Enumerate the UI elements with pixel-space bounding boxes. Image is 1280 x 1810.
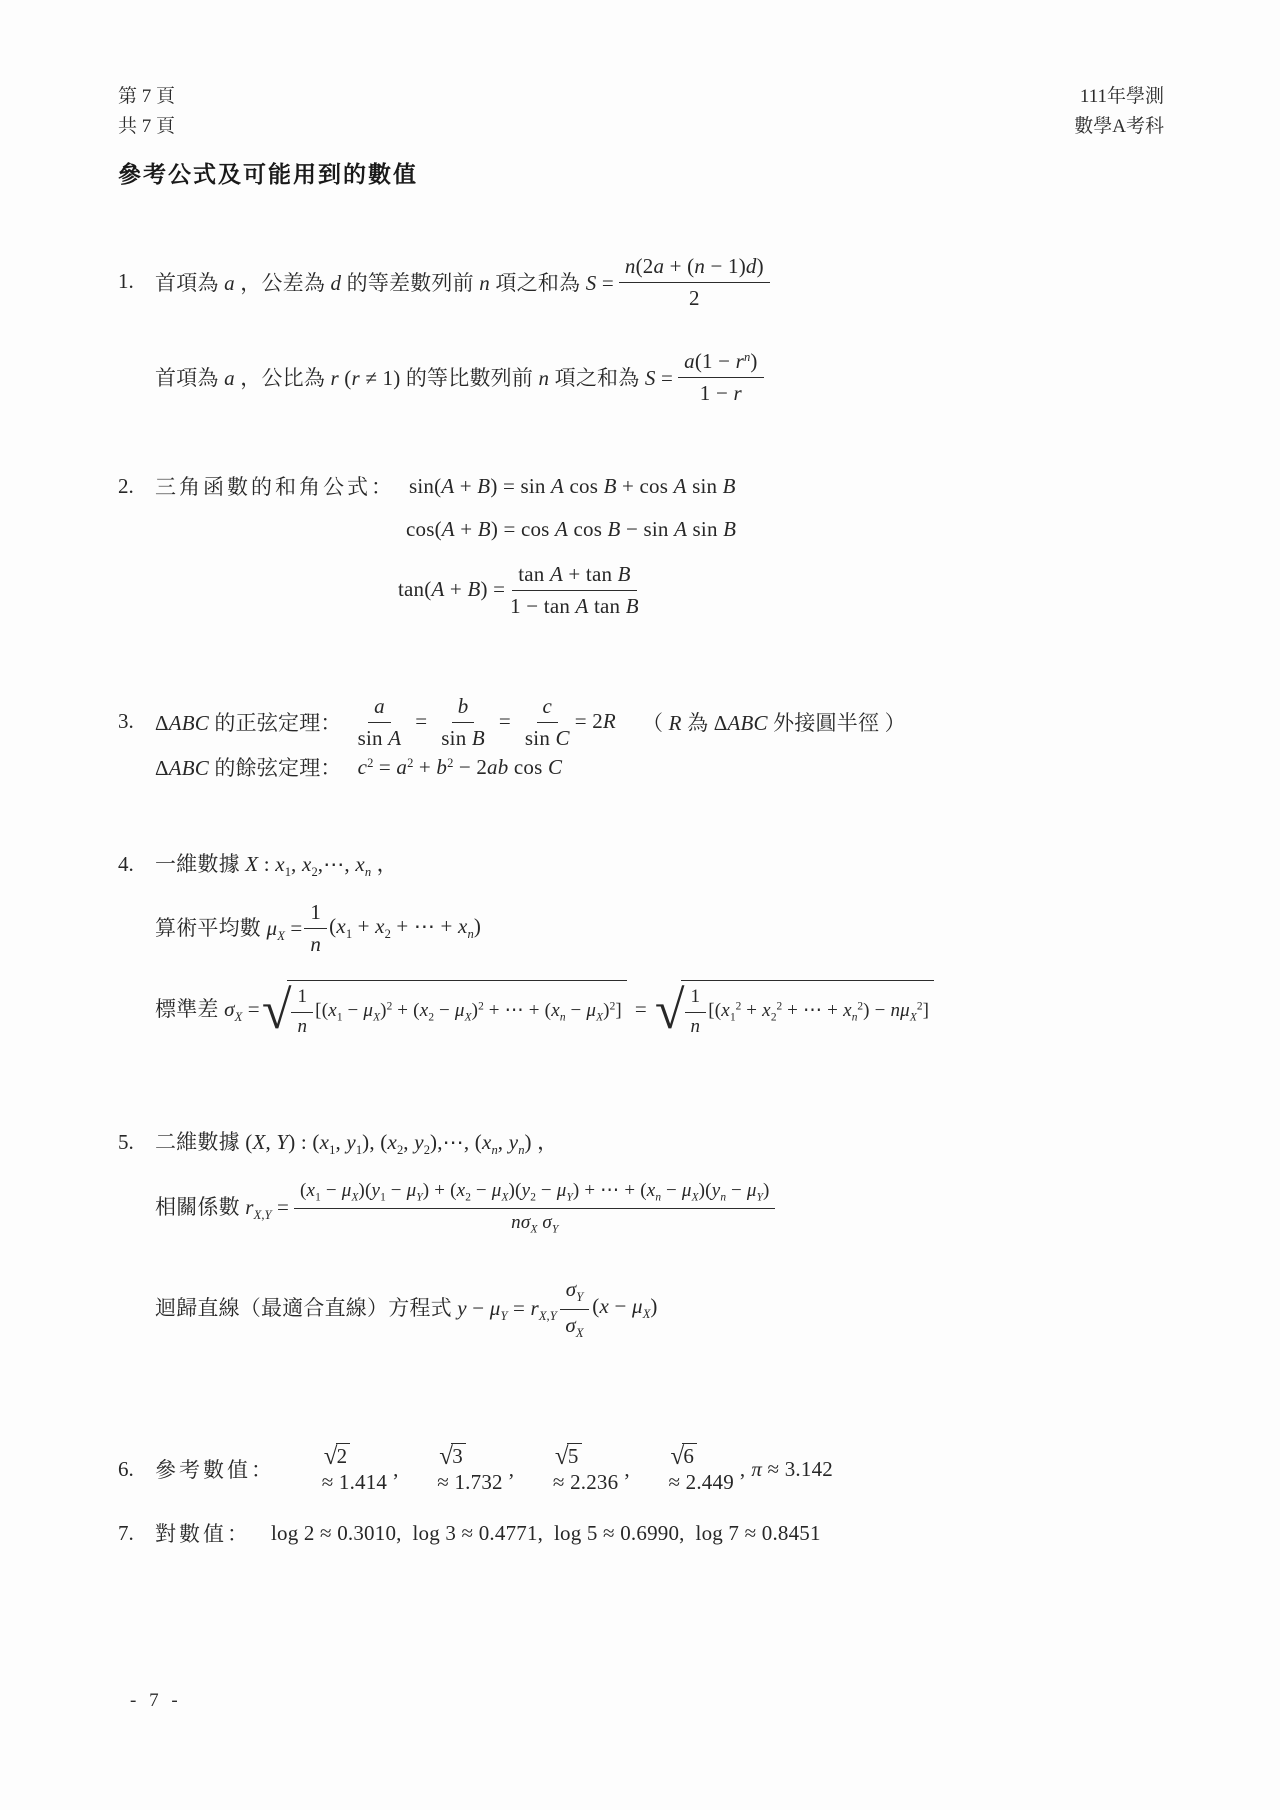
comma-separator: ,	[508, 1456, 515, 1481]
item6-reference-values	[118, 1418, 833, 1520]
correlation-label: 相關係數 $r_{X,Y}$ =	[155, 1195, 289, 1223]
sin-addition-formula: sin(A + B) = sin A cos B + cos A sin B	[409, 473, 736, 498]
cosine-law-label: ΔABC 的餘弦定理：	[155, 756, 342, 780]
radicand: 6	[682, 1443, 697, 1470]
fraction-denominator: sin A	[357, 726, 402, 751]
item5-correlation	[155, 1178, 780, 1237]
item4-one-dim-data	[118, 848, 398, 880]
tan-addition-lhs: tan(A + B) =	[398, 577, 506, 602]
regression-tail: $(x - \mu_X)$	[592, 1294, 658, 1322]
fraction-numerator: n(2a + (n − 1)d)	[619, 252, 770, 283]
section-title: 參考公式及可能用到的數值	[118, 162, 418, 187]
item5-two-dim-data	[118, 1126, 558, 1158]
cosine-law-formula: $c^2 = a^2 + b^2 - 2ab$ cos C	[357, 754, 563, 779]
radicand: 5	[567, 1443, 582, 1470]
sqrt3-group	[405, 1418, 503, 1520]
fraction-denominator: n	[297, 1015, 308, 1037]
fraction-denominator: $\sigma_X$	[565, 1312, 584, 1340]
equals-sign: =	[634, 996, 647, 1021]
correlation-fraction	[294, 1178, 775, 1237]
item1-geometric-series	[155, 347, 769, 407]
equals-sign: =	[415, 709, 428, 734]
arithmetic-sum-fraction	[619, 252, 770, 312]
radical-sign: √	[261, 980, 292, 1041]
cos-addition-formula: cos(A + B) = cos A cos B − sin A sin B	[406, 517, 737, 541]
item7-log-values	[118, 1518, 821, 1548]
item5-number: 5.	[118, 1129, 134, 1154]
sd-label: 標準差 $\sigma_X$ =	[155, 997, 260, 1025]
fraction-numerator: 1	[685, 984, 707, 1013]
radicand: 2	[336, 1443, 351, 1470]
sqrt6-value: ≈ 2.449	[668, 1470, 734, 1494]
item4-number: 4.	[118, 851, 134, 876]
sigma-ratio-fraction	[560, 1275, 590, 1342]
item2-number: 2.	[118, 473, 134, 498]
log-values-formula: log 2 ≈ 0.3010, log 3 ≈ 0.4771, log 5 ≈ 0.6990, log 7 ≈ 0.8451	[271, 1520, 821, 1545]
item5-regression-line	[155, 1275, 658, 1342]
comma-separator: ,	[393, 1456, 399, 1481]
item1-line1-text: 首項為 a ，公差為 d 的等差數列前 n 項之和為 S =	[155, 270, 614, 295]
sd-radical-2	[655, 980, 934, 1039]
sine-law-fraction-b	[441, 692, 485, 752]
item2-label: 三角函數的和角公式：	[155, 475, 395, 499]
sd-squares-sum: [($x_1^2 + x_2^2$ + ⋯ + $x_n^2) - n\mu_X^2$]	[708, 999, 930, 1024]
one-over-n-fraction	[291, 984, 313, 1039]
radical-sign: √	[654, 980, 685, 1041]
radical-sign: √	[670, 1443, 685, 1470]
item6-label: 參考數值：	[155, 1458, 275, 1482]
exam-year: 111年學測	[1079, 86, 1164, 107]
comma-separator: ,	[624, 1456, 630, 1481]
fraction-numerator: a	[368, 692, 391, 723]
fraction-denominator: sin B	[441, 726, 485, 751]
one-over-n-fraction	[304, 898, 327, 958]
mean-label: 算術平均數 $\mu_X$ =	[155, 915, 303, 943]
fraction-numerator: $(x_1 - \mu_X)(y_1 - \mu_Y) + (x_2 - \mu_X)(y_2 - \mu_Y)$ + ⋯ + $(x_n - \mu_X)(y_n - \mu_Y)$	[294, 1178, 775, 1209]
item1-arithmetic-series	[118, 252, 775, 312]
item7-label: 對數值：	[155, 1522, 251, 1546]
comma-separator: ,	[739, 1456, 746, 1481]
footer-page-number: - 7 -	[130, 1690, 182, 1711]
fraction-numerator: b	[452, 692, 475, 723]
sine-law-label: ΔABC 的正弦定理：	[155, 710, 342, 735]
item2-tan-addition	[398, 560, 644, 620]
radical-sign: √	[439, 1443, 454, 1470]
item2-sin-addition	[118, 471, 736, 501]
fraction-denominator: n	[310, 932, 322, 957]
item6-number: 6.	[118, 1456, 134, 1481]
fraction-denominator: 1 − tan A tan B	[510, 594, 639, 619]
item4-line1-text: 一維數據 X : $x_1$, $x_2,\cdots$, $x_n$ ，	[155, 852, 398, 880]
page-number-line1: 第 7 頁	[118, 86, 176, 107]
sd-deviation-sum: [$(x_1 - \mu_X)^2 + (x_2 - \mu_X)^2$ + ⋯ + $(x_n - \mu_X)^2$]	[315, 999, 622, 1024]
sqrt3-value: ≈ 1.732	[437, 1470, 503, 1494]
regression-label: 迴歸直線（最適合直線）方程式 $y - \mu_Y = r_{X,Y}$	[155, 1296, 557, 1324]
sqrt5-value: ≈ 2.236	[552, 1470, 619, 1494]
geometric-sum-fraction	[678, 347, 763, 407]
item1-line2-text: 首項為 a ，公比為 r (r ≠ 1) 的等比數列前 n 項之和為 S =	[155, 365, 674, 390]
sine-law-fraction-c	[525, 692, 570, 752]
one-over-n-fraction	[685, 984, 707, 1039]
item1-number: 1.	[118, 269, 134, 294]
fraction-denominator: 2	[688, 286, 700, 311]
item3-cosine-law	[155, 752, 562, 782]
fraction-numerator: 1	[304, 898, 327, 929]
sqrt6-group	[636, 1418, 734, 1520]
fraction-numerator: c	[537, 692, 559, 723]
item3-number: 3.	[118, 709, 134, 734]
sine-law-fraction-a	[358, 692, 402, 752]
item2-cos-addition	[406, 517, 736, 542]
fraction-numerator: tan A + tan B	[512, 560, 636, 591]
item5-line1-text: 二維數據 (X, Y) : ($x_1$, $y_1$), ($x_2$, $y_2),\cdots$, ($x_n$, $y_n$) ，	[155, 1130, 559, 1158]
pi-value: π ≈ 3.142	[751, 1456, 833, 1481]
sd-radical-1	[262, 980, 627, 1039]
page-number-line2: 共 7 頁	[118, 116, 176, 138]
item4-standard-deviation	[155, 980, 936, 1039]
mean-sum-expression: ($x_1 + x_2$ + ⋯ + $x_n$)	[329, 913, 482, 941]
radicand: 3	[451, 1443, 466, 1470]
exam-info-block	[1074, 82, 1164, 143]
fraction-numerator: 1	[291, 984, 313, 1013]
fraction-denominator: sin C	[524, 726, 570, 751]
tan-addition-fraction	[510, 560, 639, 620]
page-header	[118, 82, 1164, 143]
exam-subject: 數學A考科	[1074, 116, 1164, 138]
fraction-numerator: $\sigma_Y$	[560, 1275, 590, 1310]
fraction-denominator: $n\sigma_X$ $\sigma_Y$	[511, 1211, 559, 1236]
fraction-denominator: n	[690, 1015, 701, 1037]
item7-number: 7.	[118, 1520, 134, 1545]
fraction-denominator: 1 − r	[699, 381, 742, 406]
radical-sign: √	[323, 1443, 338, 1470]
page-number-block	[118, 82, 175, 143]
item3-sine-law	[118, 692, 906, 752]
sine-law-tail: = 2R	[574, 709, 616, 734]
fraction-numerator: $a(1 - r^n)$	[678, 347, 763, 378]
radical-sign: √	[554, 1443, 569, 1470]
circumradius-note: （ R 為 ΔABC 外接圓半徑 ）	[641, 710, 906, 735]
sqrt2-group	[289, 1418, 387, 1520]
item4-mean	[155, 898, 481, 958]
sqrt2-value: ≈ 1.414	[321, 1470, 388, 1494]
sqrt5-group	[520, 1418, 618, 1520]
equals-sign: =	[498, 709, 511, 734]
